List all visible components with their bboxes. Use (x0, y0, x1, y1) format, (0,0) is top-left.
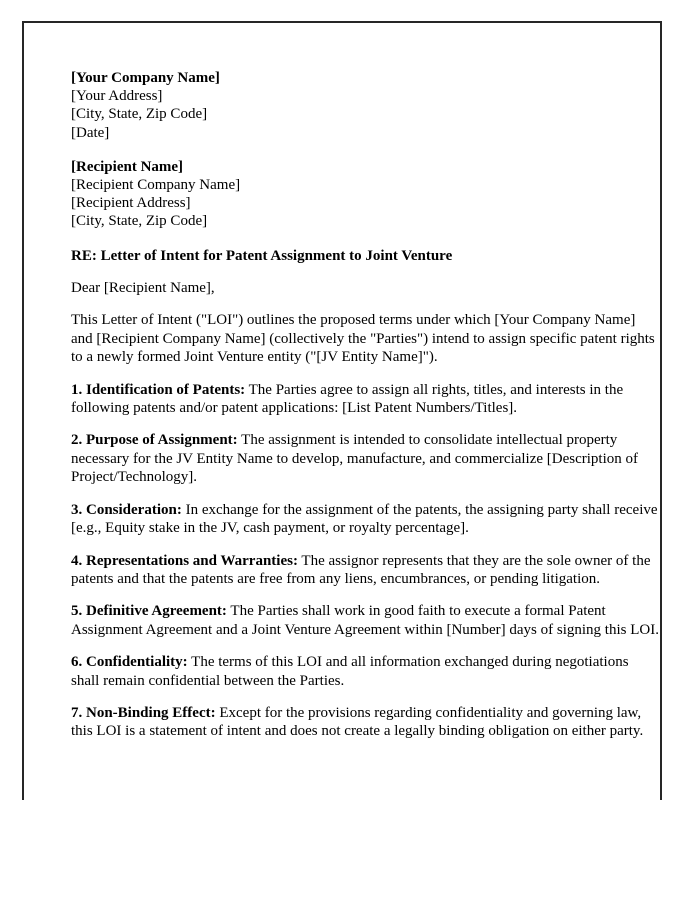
spacer-after-recipient (71, 231, 659, 247)
recipient-company-name: [Recipient Company Name] (71, 177, 241, 194)
spacer-between-clauses (71, 690, 659, 704)
clause-item (71, 704, 659, 741)
spacer-after-salutation (71, 297, 659, 311)
salutation: Dear [Recipient Name], (71, 280, 215, 297)
clause-item (71, 602, 659, 639)
clause-heading: 5. Definitive Agreement: (71, 603, 227, 620)
spacer-after-intro (71, 367, 659, 381)
clause-heading: 2. Purpose of Assignment: (71, 432, 238, 449)
clause-heading: 7. Non-Binding Effect: (71, 704, 216, 721)
subject-line: RE: Letter of Intent for Patent Assignment to Joint Venture (71, 247, 453, 264)
recipient-street-address: [Recipient Address] (71, 195, 191, 212)
clause-item (71, 501, 659, 538)
clause-text: In exchange for the assignment of the patents, the assigning party shall receive [e.g., Equity stake in the JV, cash payment, or royalty percentage]. (71, 501, 658, 537)
sender-street-address: [Your Address] (71, 88, 163, 105)
clause-text: The assignment is intended to consolidate intellectual property necessary for the JV Entity Name to develop, manufacture, and commercialize [Description of Project/Technology]. (71, 432, 639, 486)
clause-text: The Parties agree to assign all rights, titles, and interests in the following patents and/or patent applications: [List Patent Numbers/Titles]. (71, 381, 624, 417)
clause-text: The assignor represents that they are the sole owner of the patents and that the patents are free from any liens, encumbrances, or pending litigation. (71, 552, 651, 587)
clause-heading: 3. Consideration: (71, 501, 182, 518)
clause-text: The Parties shall work in good faith to execute a formal Patent Assignment Agreement and a Joint Venture Agreement within [Number] days of signing this LOI. (71, 603, 659, 638)
sender-date: [Date] (71, 124, 110, 141)
clause-item (71, 552, 659, 589)
spacer-after-sender (71, 142, 659, 158)
clause-heading: 1. Identification of Patents: (71, 381, 246, 398)
clause-text: Except for the provisions regarding confidentiality and governing law, this LOI is a statement of intent and does not create a legally binding obligation on either party. (71, 704, 644, 740)
clause-item (71, 431, 659, 486)
spacer-between-clauses (71, 639, 659, 653)
sender-company-name: [Your Company Name] (71, 70, 220, 86)
spacer-between-clauses (71, 417, 659, 431)
intro-paragraph: This Letter of Intent ("LOI") outlines the proposed terms under which [Your Company Name] and [Recipient Company Name] (collectively the "Parties") intend to assign specific patent rights to a newly formed Joint Venture entity ("[JV Entity Name]"). (71, 312, 655, 366)
clause-heading: 6. Confidentiality: (71, 654, 188, 671)
spacer-between-clauses (71, 487, 659, 501)
recipient-name: [Recipient Name] (71, 158, 184, 175)
clause-item (71, 381, 659, 418)
clause-heading: 4. Representations and Warranties: (71, 552, 298, 569)
spacer-between-clauses (71, 538, 659, 552)
recipient-address-block (71, 158, 659, 231)
sender-address-block (71, 69, 659, 142)
document-body (71, 69, 659, 741)
spacer-between-clauses (71, 588, 659, 602)
sender-city-state-zip: [City, State, Zip Code] (71, 106, 208, 123)
clause-list (71, 381, 659, 741)
recipient-city-state-zip: [City, State, Zip Code] (71, 213, 208, 230)
document-page-frame (22, 21, 662, 800)
spacer-after-subject (71, 265, 659, 279)
clause-text: The terms of this LOI and all information exchanged during negotiations shall remain confidential between the Parties. (71, 654, 629, 689)
clause-item (71, 653, 659, 690)
